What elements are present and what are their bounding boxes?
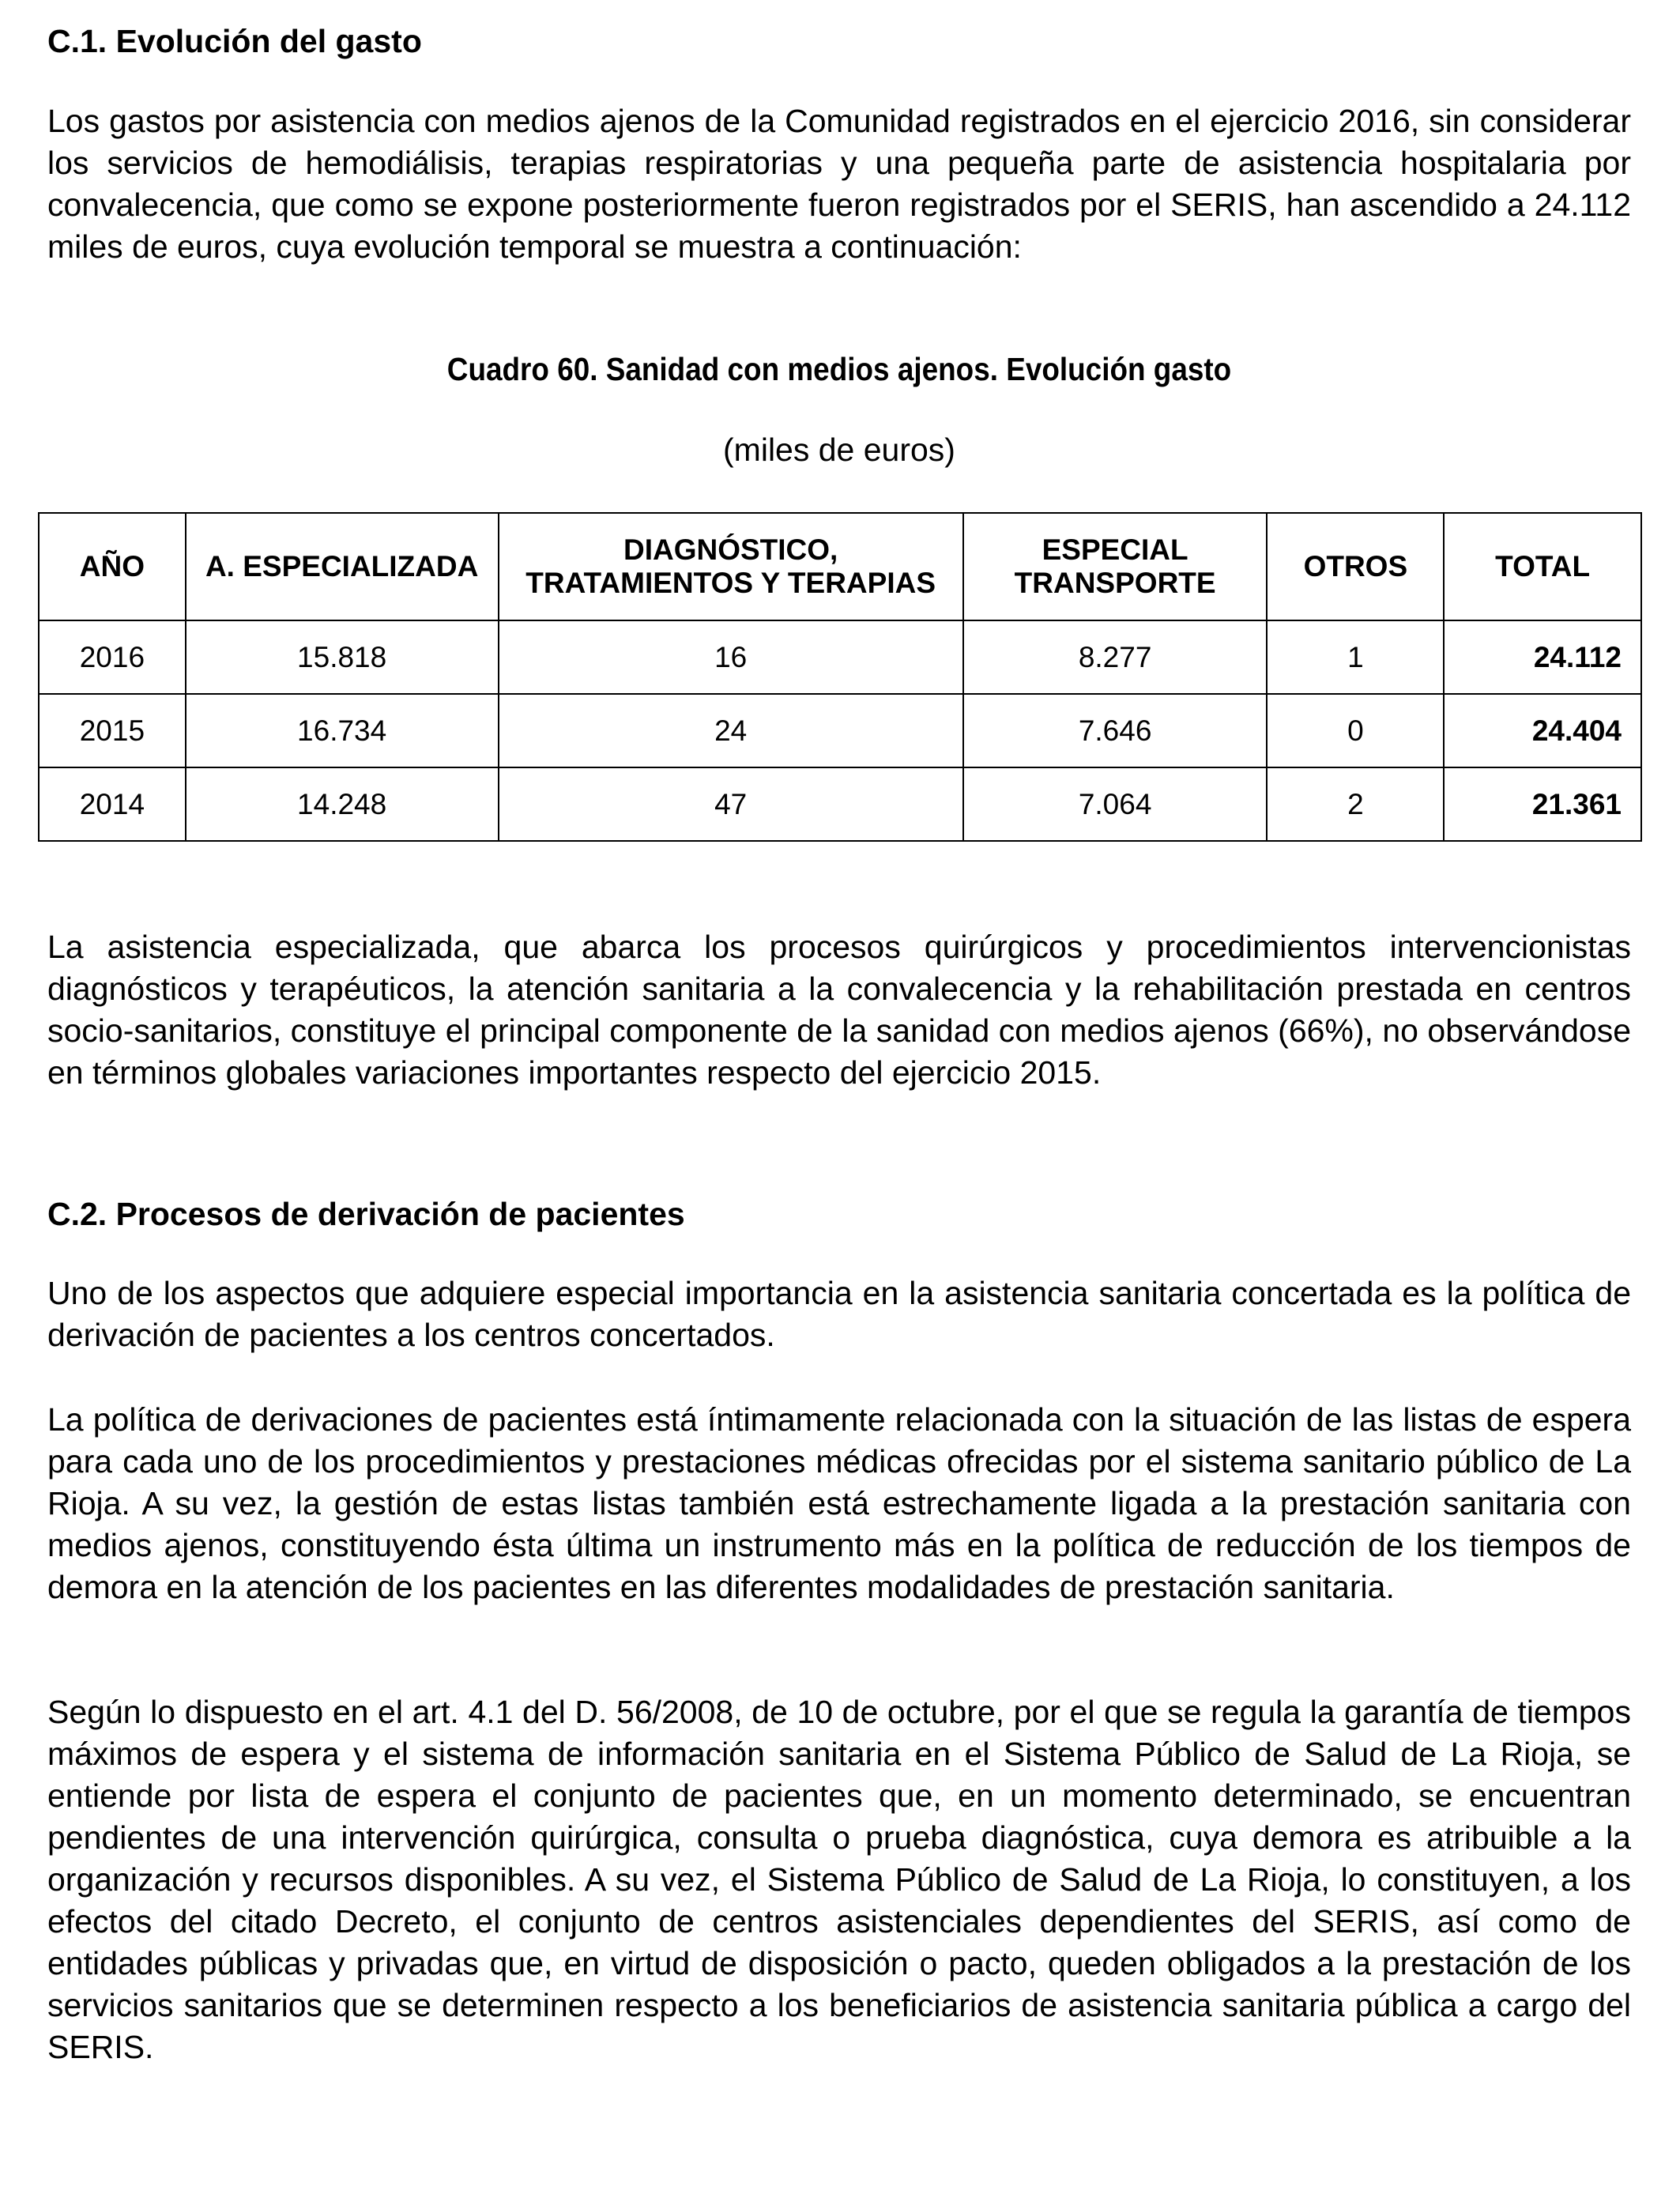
header-especializada: A. ESPECIALIZADA — [186, 513, 499, 620]
section-heading-c1: C.1. Evolución del gasto — [47, 23, 422, 59]
paragraph-especializada: La asistencia especializada, que abarca los procesos quirúrgicos y procedimientos intervencionistas diagnósticos y terapéuticos, la atención sanitaria a la convalecencia y la rehabilitación prestada en centros socio-sanitarios, constituye el principal componente de la sanidad con medios ajenos (66%), no observándose en términos globales variaciones importantes respecto del ejercicio 2015. — [47, 929, 1631, 1091]
table-caption: Cuadro 60. Sanidad con medios ajenos. Evolución gasto — [446, 351, 1232, 387]
table-row — [39, 694, 1641, 767]
cell-transporte: 7.646 — [963, 694, 1268, 767]
cell-especializada: 14.248 — [186, 767, 499, 841]
header-transporte-line2: TRANSPORTE — [1014, 567, 1216, 599]
table-header-row — [39, 513, 1641, 620]
cell-otros: 2 — [1267, 767, 1444, 841]
header-otros: OTROS — [1267, 513, 1444, 620]
header-transporte — [963, 513, 1268, 620]
table-units: (miles de euros) — [723, 432, 955, 468]
header-transporte-line1: ESPECIAL — [1042, 533, 1188, 566]
paragraph-derivacion-3: Según lo dispuesto en el art. 4.1 del D. 56/2008, de 10 de octubre, por el que se regula la garantía de tiempos máximos de espera y el sistema de información sanitaria en el Sistema Público de Salud de La Rioja, se entiende por lista de espera el conjunto de pacientes que, en un momento determinado, se encuentran pendientes de una intervención quirúrgica, consulta o prueba diagnóstica, cuya demora es atribuible a la organización y recursos disponibles. A su vez, el Sistema Público de Salud de La Rioja, lo constituyen, a los efectos del citado Decreto, el conjunto de centros asistenciales dependientes del SERIS, así como de entidades públicas y privadas que, en virtud de disposición o pacto, queden obligados a la prestación de los servicios sanitarios que se determinen respecto a los beneficiarios de asistencia sanitaria pública a cargo del SERIS. — [47, 1694, 1631, 2065]
header-diagnostico — [499, 513, 963, 620]
cell-especializada: 15.818 — [186, 620, 499, 694]
cell-diagnostico: 24 — [499, 694, 963, 767]
paragraph-derivacion-1: Uno de los aspectos que adquiere especial importancia en la asistencia sanitaria concertada es la política de derivación de pacientes a los centros concertados. — [47, 1275, 1631, 1353]
cell-anio: 2015 — [39, 694, 186, 767]
header-anio: AÑO — [39, 513, 186, 620]
paragraph-derivacion-2: La política de derivaciones de pacientes está íntimamente relacionada con la situación de las listas de espera para cada uno de los procedimientos y prestaciones médicas ofrecidas por el sistema sanitario público de La Rioja. A su vez, la gestión de estas listas también está estrechamente ligada a la prestación sanitaria con medios ajenos, constituyendo ésta última un instrumento más en la política de reducción de los tiempos de demora en la atención de los pacientes en las diferentes modalidades de prestación sanitaria. — [47, 1401, 1631, 1605]
cell-otros: 1 — [1267, 620, 1444, 694]
table-row — [39, 620, 1641, 694]
cell-especializada: 16.734 — [186, 694, 499, 767]
paragraph-gasto-intro: Los gastos por asistencia con medios ajenos de la Comunidad registrados en el ejercicio 2016, sin considerar los servicios de hemodiálisis, terapias respiratorias y una pequeña parte de asistencia hospitalaria por convalecencia, que como se expone posteriormente fueron registrados por el SERIS, han ascendido a 24.112 miles de euros, cuya evolución temporal se muestra a continuación: — [47, 103, 1631, 265]
cell-total: 21.361 — [1444, 767, 1641, 841]
cell-transporte: 7.064 — [963, 767, 1268, 841]
gasto-table — [38, 512, 1642, 842]
cell-otros: 0 — [1267, 694, 1444, 767]
cell-total: 24.112 — [1444, 620, 1641, 694]
header-diagnostico-line1: DIAGNÓSTICO, — [623, 533, 838, 566]
header-total: TOTAL — [1444, 513, 1641, 620]
cell-transporte: 8.277 — [963, 620, 1268, 694]
section-heading-c2: C.2. Procesos de derivación de pacientes — [47, 1196, 685, 1232]
cell-anio: 2014 — [39, 767, 186, 841]
cell-total: 24.404 — [1444, 694, 1641, 767]
cell-anio: 2016 — [39, 620, 186, 694]
header-diagnostico-line2: TRATAMIENTOS Y TERAPIAS — [525, 567, 936, 599]
table-row — [39, 767, 1641, 841]
cell-diagnostico: 47 — [499, 767, 963, 841]
cell-diagnostico: 16 — [499, 620, 963, 694]
